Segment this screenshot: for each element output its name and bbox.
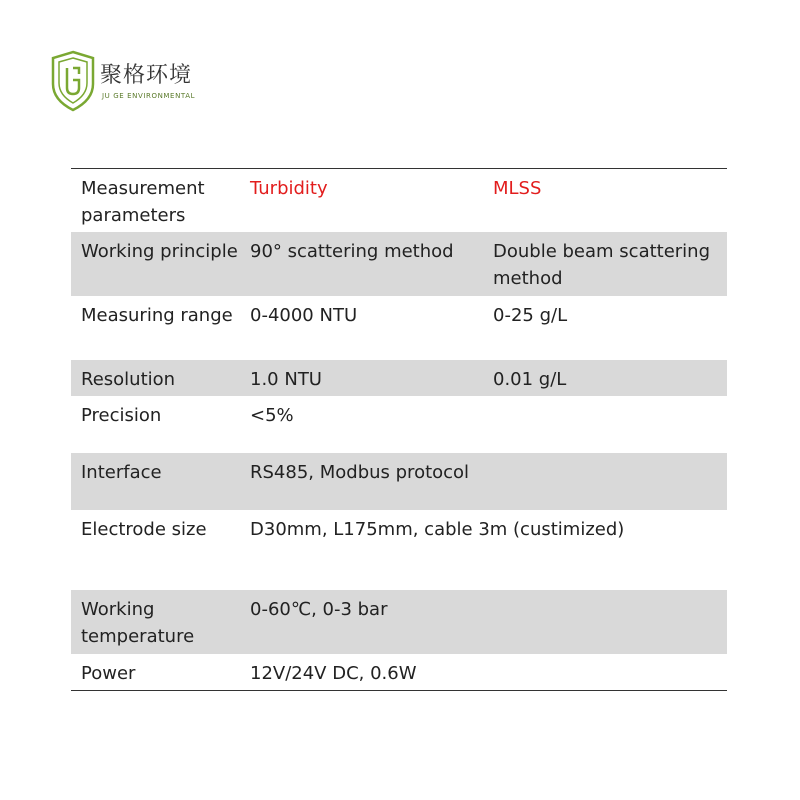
row-value: 0-60℃, 0-3 bar — [250, 599, 388, 620]
table-row-working-principle — [71, 232, 727, 296]
spec-table — [71, 168, 727, 691]
row-label: Working principle — [81, 241, 238, 262]
header-label: Measurement parameters — [81, 178, 205, 226]
brand-logo — [50, 50, 220, 112]
brand-name-cn: 聚格环境 — [100, 63, 193, 88]
row-label: Electrode size — [81, 519, 207, 540]
table-row-power — [71, 654, 727, 690]
row-label: Measuring range — [81, 305, 233, 326]
turbidity-value: 0-4000 NTU — [250, 305, 358, 326]
row-label: Resolution — [81, 369, 176, 390]
row-label: Precision — [81, 405, 162, 426]
header-turbidity: Turbidity — [250, 178, 328, 199]
row-value: 12V/24V DC, 0.6W — [250, 663, 417, 684]
mlss-value: 0.01 g/L — [493, 369, 567, 390]
table-header-row — [71, 169, 727, 232]
mlss-value: Double beam scattering method — [493, 241, 711, 289]
row-label: Working temperature — [81, 599, 195, 647]
table-row-measuring-range — [71, 296, 727, 360]
table-row-working-temperature — [71, 590, 727, 654]
row-label: Power — [81, 663, 136, 684]
table-row-electrode-size — [71, 510, 727, 590]
row-value: RS485, Modbus protocol — [250, 462, 470, 483]
row-value: D30mm, L175mm, cable 3m (custimized) — [250, 519, 625, 540]
turbidity-value: 90° scattering method — [250, 241, 454, 262]
table-row-resolution — [71, 360, 727, 396]
row-value: <5% — [250, 405, 294, 426]
shield-logo-icon — [50, 50, 96, 112]
table-row-precision — [71, 396, 727, 453]
turbidity-value: 1.0 NTU — [250, 369, 322, 390]
table-row-interface — [71, 453, 727, 510]
brand-name-en: JU GE ENVIRONMENTAL — [102, 92, 196, 100]
header-mlss: MLSS — [493, 178, 542, 199]
row-label: Interface — [81, 462, 162, 483]
mlss-value: 0-25 g/L — [493, 305, 568, 326]
